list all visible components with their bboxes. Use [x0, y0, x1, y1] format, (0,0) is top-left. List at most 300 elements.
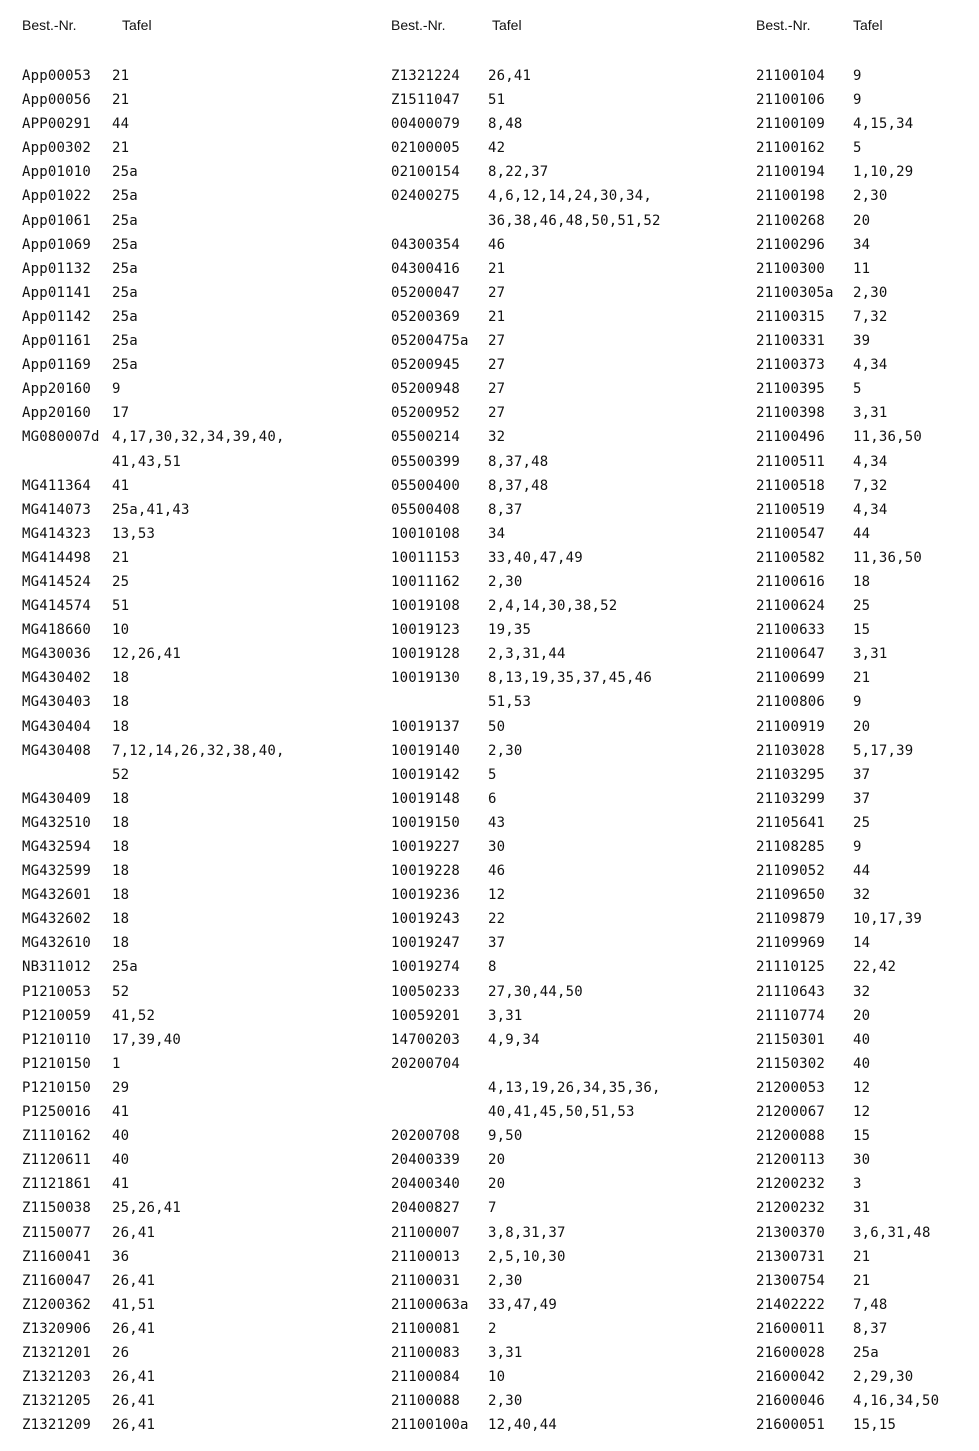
- plate-reference: 22: [488, 911, 506, 928]
- plate-reference: 4,34: [853, 501, 888, 518]
- part-number: MG411364: [22, 477, 92, 494]
- plate-reference: 25: [853, 598, 871, 615]
- part-number: 05200945: [391, 357, 461, 374]
- part-number: MG432594: [22, 839, 92, 855]
- part-number: MG430404: [22, 718, 92, 735]
- part-number: 21200088: [756, 1128, 826, 1145]
- plate-reference: 32: [488, 429, 506, 446]
- column-header: [22, 17, 152, 33]
- header-best-nr: Best.-Nr.: [391, 17, 446, 33]
- part-number: App20160: [22, 405, 92, 422]
- part-number: 10059201: [391, 1007, 461, 1024]
- plate-reference: 4,16,34,50: [853, 1393, 940, 1410]
- part-number: P1210150: [22, 1079, 92, 1096]
- plate-reference: 2,30: [488, 1393, 523, 1410]
- part-number: 05500400: [391, 477, 461, 494]
- plate-reference: 18: [112, 670, 130, 687]
- plate-reference: 25: [853, 814, 871, 831]
- part-number: 04300416: [391, 260, 461, 277]
- part-number: 21100084: [391, 1369, 461, 1386]
- plate-reference: 40: [853, 1055, 871, 1072]
- part-number: 21100109: [756, 116, 826, 133]
- plate-reference: 18: [112, 718, 130, 735]
- plate-reference: 32: [853, 887, 871, 904]
- plate-reference: 20: [488, 1152, 506, 1169]
- part-number: 21200053: [756, 1079, 826, 1096]
- plate-reference: 2,5,10,30: [488, 1248, 566, 1265]
- part-number: 10019128: [391, 646, 461, 663]
- part-number: 21300754: [756, 1272, 826, 1289]
- plate-reference: 7: [488, 1200, 497, 1217]
- plate-reference: 26,41: [112, 1369, 156, 1386]
- part-number: App00056: [22, 92, 92, 109]
- plate-reference: 8,22,37: [488, 164, 549, 181]
- plate-reference: 5,17,39: [853, 742, 914, 759]
- part-number: Z1321224: [391, 68, 461, 84]
- part-number: APP00291: [22, 116, 92, 133]
- plate-reference: 42: [488, 140, 506, 157]
- plate-reference: 25a: [112, 212, 138, 229]
- part-number: MG080007d: [22, 429, 100, 446]
- part-number: 21100647: [756, 646, 826, 663]
- part-number: MG430402: [22, 670, 92, 687]
- part-number: 21100331: [756, 333, 826, 350]
- plate-reference: 41: [112, 477, 130, 494]
- plate-reference: 43: [488, 814, 506, 831]
- plate-reference: 19,35: [488, 622, 532, 639]
- plate-reference: 17,39,40: [112, 1031, 182, 1048]
- plate-reference: 25a: [112, 959, 138, 976]
- plate-reference: 4,34: [853, 357, 888, 374]
- plate-reference: 9: [853, 92, 862, 109]
- plate-reference: 5: [853, 140, 862, 157]
- part-number: 21109052: [756, 863, 826, 880]
- part-number: App00302: [22, 140, 92, 157]
- plate-reference: 39: [853, 333, 871, 350]
- plate-reference: 22,42: [853, 959, 897, 976]
- plate-reference: 27,30,44,50: [488, 983, 583, 1000]
- part-number: 21150302: [756, 1055, 826, 1072]
- part-number: NB311012: [22, 959, 92, 976]
- plate-reference: 51: [112, 598, 130, 615]
- plate-reference: 25a,41,43: [112, 501, 190, 518]
- part-number: App01132: [22, 260, 92, 277]
- plate-reference: 21: [488, 260, 506, 277]
- plate-reference: 25a: [112, 284, 138, 301]
- plate-reference: 52: [112, 766, 130, 783]
- part-number: 20400339: [391, 1152, 461, 1169]
- header-tafel: Tafel: [853, 17, 883, 33]
- plate-reference: 8: [488, 959, 497, 976]
- part-number: Z1321205: [22, 1393, 92, 1410]
- part-number: App20160: [22, 381, 92, 398]
- plate-reference: 1: [112, 1055, 121, 1072]
- plate-reference: 13,53: [112, 525, 156, 542]
- plate-reference: 44: [853, 525, 871, 542]
- part-number: MG414524: [22, 573, 92, 590]
- plate-reference: 5: [853, 381, 862, 398]
- part-number: P1210150: [22, 1055, 92, 1072]
- part-number: 21100198: [756, 188, 826, 205]
- header-tafel: Tafel: [122, 17, 152, 33]
- plate-reference: 21: [112, 140, 130, 157]
- plate-reference: 41: [112, 1176, 130, 1193]
- part-number: 02100154: [391, 164, 461, 181]
- part-number: App01010: [22, 164, 92, 181]
- part-number: 05200475a: [391, 333, 469, 350]
- part-number: Z1121861: [22, 1176, 92, 1193]
- part-number: 21103299: [756, 790, 826, 807]
- part-number: MG432599: [22, 863, 92, 880]
- plate-reference: 26,41: [112, 1417, 156, 1434]
- part-number: MG432510: [22, 814, 92, 831]
- part-number: Z1321203: [22, 1369, 92, 1386]
- plate-reference: 21: [112, 68, 130, 84]
- plate-reference: 18: [112, 790, 130, 807]
- plate-reference: 12: [853, 1079, 871, 1096]
- column-header: [391, 17, 522, 33]
- part-number: 21103295: [756, 766, 826, 783]
- plate-reference: 10: [112, 622, 130, 639]
- plate-reference: 3,31: [488, 1007, 523, 1024]
- plate-reference: 46: [488, 236, 506, 253]
- part-number: MG430403: [22, 694, 92, 711]
- part-number: MG432610: [22, 935, 92, 952]
- plate-reference: 26,41: [112, 1393, 156, 1410]
- part-number: 10019243: [391, 911, 461, 928]
- plate-reference: 25,26,41: [112, 1200, 182, 1217]
- part-number: 21100398: [756, 405, 826, 422]
- plate-reference: 20: [853, 212, 871, 229]
- plate-reference: 21: [112, 92, 130, 109]
- plate-reference: 5: [488, 766, 497, 783]
- part-number: 21402222: [756, 1296, 826, 1313]
- part-number: 20200708: [391, 1128, 461, 1145]
- plate-reference: 25a: [112, 260, 138, 277]
- plate-reference: 3,8,31,37: [488, 1224, 566, 1241]
- part-number: 02100005: [391, 140, 461, 157]
- part-number: 21100268: [756, 212, 826, 229]
- plate-reference: 8,13,19,35,37,45,46: [488, 670, 652, 687]
- plate-reference: 25a: [112, 333, 138, 350]
- plate-reference: 50: [488, 718, 506, 735]
- part-number: 20200704: [391, 1055, 461, 1072]
- part-number: App00053: [22, 68, 92, 84]
- plate-reference: 20: [853, 718, 871, 735]
- plate-reference: 8,48: [488, 116, 523, 133]
- plate-reference: 7,12,14,26,32,38,40,: [112, 742, 285, 759]
- plate-reference: 18: [853, 573, 871, 590]
- plate-reference: 18: [112, 911, 130, 928]
- part-number: 21100300: [756, 260, 826, 277]
- part-number: MG414574: [22, 598, 92, 615]
- plate-reference: 52: [112, 983, 130, 1000]
- plate-reference: 12: [853, 1104, 871, 1121]
- plate-reference: 26,41: [112, 1272, 156, 1289]
- plate-reference: 40: [853, 1031, 871, 1048]
- plate-reference: 9: [853, 694, 862, 711]
- plate-reference: 11,36,50: [853, 429, 923, 446]
- part-number: 21100296: [756, 236, 826, 253]
- part-number: Z1120611: [22, 1152, 92, 1169]
- plate-reference: 30: [488, 839, 506, 855]
- part-number: 21200232: [756, 1176, 826, 1193]
- part-number: 21100031: [391, 1272, 461, 1289]
- plate-reference: 18: [112, 839, 130, 855]
- part-number: MG414073: [22, 501, 92, 518]
- plate-reference: 30: [853, 1152, 871, 1169]
- plate-reference: 25a: [112, 357, 138, 374]
- part-number: 21109650: [756, 887, 826, 904]
- part-number: 21100633: [756, 622, 826, 639]
- plate-reference: 18: [112, 887, 130, 904]
- plate-reference: 17: [112, 405, 130, 422]
- part-number: 21109969: [756, 935, 826, 952]
- part-number: Z1150077: [22, 1224, 92, 1241]
- plate-reference: 3,31: [853, 646, 888, 663]
- plate-reference: 2,30: [488, 573, 523, 590]
- part-number: Z1110162: [22, 1128, 92, 1145]
- plate-reference: 37: [853, 766, 871, 783]
- part-number: App01141: [22, 284, 92, 301]
- plate-reference: 3,31: [853, 405, 888, 422]
- part-number: 21600051: [756, 1417, 826, 1434]
- part-number: Z1511047: [391, 92, 461, 109]
- part-number: 21100194: [756, 164, 826, 181]
- part-number: 21108285: [756, 839, 826, 855]
- plate-reference: 6: [488, 790, 497, 807]
- plate-reference: 2,4,14,30,38,52: [488, 598, 618, 615]
- part-number: App01161: [22, 333, 92, 350]
- part-number: 21600042: [756, 1369, 826, 1386]
- plate-reference: 41: [112, 1104, 130, 1121]
- part-number: 21200067: [756, 1104, 826, 1121]
- part-number: App01142: [22, 308, 92, 325]
- part-number: 10019236: [391, 887, 461, 904]
- part-number: Z1160041: [22, 1248, 92, 1265]
- part-number: 21100162: [756, 140, 826, 157]
- part-number: 21600028: [756, 1344, 826, 1361]
- part-number: MG430036: [22, 646, 92, 663]
- plate-reference: 44: [853, 863, 871, 880]
- part-number: 10019137: [391, 718, 461, 735]
- plate-reference: 51: [488, 92, 506, 109]
- plate-reference: 15: [853, 1128, 871, 1145]
- plate-reference: 1,10,29: [853, 164, 914, 181]
- header-best-nr: Best.-Nr.: [756, 17, 811, 33]
- part-number: 10019140: [391, 742, 461, 759]
- plate-reference: 7,32: [853, 308, 888, 325]
- part-number: P1250016: [22, 1104, 92, 1121]
- part-number: 21100100a: [391, 1417, 469, 1434]
- plate-reference: 21: [853, 1272, 871, 1289]
- part-number: 21150301: [756, 1031, 826, 1048]
- part-number: 20400827: [391, 1200, 461, 1217]
- part-number: 10011162: [391, 573, 461, 590]
- plate-reference: 51,53: [488, 694, 532, 711]
- plate-reference: 27: [488, 405, 506, 422]
- part-number: 21600046: [756, 1393, 826, 1410]
- part-number: 05200948: [391, 381, 461, 398]
- plate-reference: 25a: [112, 236, 138, 253]
- plate-reference: 18: [112, 694, 130, 711]
- plate-reference: 21: [853, 670, 871, 687]
- part-number: MG432602: [22, 911, 92, 928]
- plate-reference: 27: [488, 333, 506, 350]
- part-number: 21103028: [756, 742, 826, 759]
- part-number: 10019148: [391, 790, 461, 807]
- plate-reference: 27: [488, 284, 506, 301]
- plate-reference: 21: [488, 308, 506, 325]
- part-number: 21100013: [391, 1248, 461, 1265]
- part-number: 10019228: [391, 863, 461, 880]
- column-header: [756, 17, 883, 33]
- part-number: 21100919: [756, 718, 826, 735]
- plate-reference: 37: [488, 935, 506, 952]
- part-number: 14700203: [391, 1031, 461, 1048]
- part-number: 10010108: [391, 525, 461, 542]
- plate-reference: 26,41: [112, 1224, 156, 1241]
- part-number: 21105641: [756, 814, 826, 831]
- plate-reference: 10: [488, 1369, 506, 1386]
- part-number: 10019130: [391, 670, 461, 687]
- plate-reference: 46: [488, 863, 506, 880]
- plate-reference: 4,6,12,14,24,30,34,: [488, 188, 652, 205]
- plate-reference: 9,50: [488, 1128, 523, 1145]
- plate-reference: 9: [853, 839, 862, 855]
- part-number: 21110774: [756, 1007, 826, 1024]
- part-number: 21100616: [756, 573, 826, 590]
- plate-reference: 8,37: [853, 1320, 888, 1337]
- part-number: Z1320906: [22, 1320, 92, 1337]
- part-number: 21100007: [391, 1224, 461, 1241]
- plate-reference: 25a: [112, 188, 138, 205]
- plate-reference: 4,34: [853, 453, 888, 470]
- part-number: P1210053: [22, 983, 92, 1000]
- plate-reference: 40,41,45,50,51,53: [488, 1104, 635, 1121]
- plate-reference: 21: [112, 549, 130, 566]
- part-number: 21100518: [756, 477, 826, 494]
- plate-reference: 27: [488, 357, 506, 374]
- part-number: 05500214: [391, 429, 461, 446]
- part-number: MG430408: [22, 742, 92, 759]
- plate-reference: 7,32: [853, 477, 888, 494]
- plate-reference: 4,15,34: [853, 116, 914, 133]
- plate-reference: 34: [488, 525, 506, 542]
- part-number: 21110125: [756, 959, 826, 976]
- part-number: 21100395: [756, 381, 826, 398]
- plate-reference: 2,30: [853, 284, 888, 301]
- part-number: 10019274: [391, 959, 461, 976]
- plate-reference: 25: [112, 573, 130, 590]
- part-number: 05200952: [391, 405, 461, 422]
- plate-reference: 25a: [853, 1344, 879, 1361]
- plate-reference: 3,31: [488, 1344, 523, 1361]
- part-number: App01069: [22, 236, 92, 253]
- plate-reference: 15,15: [853, 1417, 897, 1434]
- part-number: 00400079: [391, 116, 461, 133]
- plate-reference: 20: [488, 1176, 506, 1193]
- plate-reference: 36: [112, 1248, 130, 1265]
- plate-reference: 33,47,49: [488, 1296, 558, 1313]
- part-number: 21100305a: [756, 284, 834, 301]
- part-number: App01061: [22, 212, 92, 229]
- plate-reference: 18: [112, 814, 130, 831]
- plate-reference: 26,41: [112, 1320, 156, 1337]
- part-number: 05200369: [391, 308, 461, 325]
- part-number: 10019108: [391, 598, 461, 615]
- part-number: 21110643: [756, 983, 826, 1000]
- plate-reference: 15: [853, 622, 871, 639]
- plate-reference: 25a: [112, 164, 138, 181]
- plate-reference: 8,37,48: [488, 477, 549, 494]
- plate-reference: 14: [853, 935, 871, 952]
- part-number: 10019247: [391, 935, 461, 952]
- plate-reference: 44: [112, 116, 130, 133]
- part-number: 21100104: [756, 68, 826, 84]
- plate-reference: 11,36,50: [853, 549, 923, 566]
- part-number: Z1321201: [22, 1344, 92, 1361]
- part-number: 21100496: [756, 429, 826, 446]
- part-number: 10019123: [391, 622, 461, 639]
- plate-reference: 18: [112, 935, 130, 952]
- plate-reference: 41,43,51: [112, 453, 182, 470]
- part-number: 21100088: [391, 1393, 461, 1410]
- plate-reference: 8,37: [488, 501, 523, 518]
- part-number: 10019150: [391, 814, 461, 831]
- part-number: 10019227: [391, 839, 461, 855]
- plate-reference: 29: [112, 1079, 130, 1096]
- part-number: 10050233: [391, 983, 461, 1000]
- part-number: 21100511: [756, 453, 826, 470]
- plate-reference: 2,3,31,44: [488, 646, 566, 663]
- plate-reference: 4,9,34: [488, 1031, 540, 1048]
- part-number: 21100806: [756, 694, 826, 711]
- plate-reference: 31: [853, 1200, 871, 1217]
- part-number: Z1200362: [22, 1296, 92, 1313]
- part-number: P1210059: [22, 1007, 92, 1024]
- plate-reference: 12,40,44: [488, 1417, 558, 1434]
- plate-reference: 18: [112, 863, 130, 880]
- plate-reference: 2: [488, 1320, 497, 1337]
- part-number: 02400275: [391, 188, 461, 205]
- plate-reference: 12,26,41: [112, 646, 182, 663]
- plate-reference: 3,6,31,48: [853, 1224, 931, 1241]
- part-number: Z1160047: [22, 1272, 92, 1289]
- part-number: 21300731: [756, 1248, 826, 1265]
- plate-reference: 40: [112, 1152, 130, 1169]
- plate-reference: 2,30: [853, 188, 888, 205]
- part-number: 05200047: [391, 284, 461, 301]
- plate-reference: 32: [853, 983, 871, 1000]
- part-number: Z1150038: [22, 1200, 92, 1217]
- plate-reference: 41,52: [112, 1007, 156, 1024]
- plate-reference: 37: [853, 790, 871, 807]
- part-number: MG418660: [22, 622, 92, 639]
- part-number: P1210110: [22, 1031, 92, 1048]
- part-number: 21100519: [756, 501, 826, 518]
- plate-reference: 12: [488, 887, 506, 904]
- part-number: 04300354: [391, 236, 461, 253]
- plate-reference: 26: [112, 1344, 130, 1361]
- plate-reference: 26,41: [488, 68, 532, 84]
- plate-reference: 8,37,48: [488, 453, 549, 470]
- plate-reference: 9: [853, 68, 862, 84]
- part-number: 21100315: [756, 308, 826, 325]
- plate-reference: 10,17,39: [853, 911, 923, 928]
- part-number: 21100699: [756, 670, 826, 687]
- part-number: 21100081: [391, 1320, 461, 1337]
